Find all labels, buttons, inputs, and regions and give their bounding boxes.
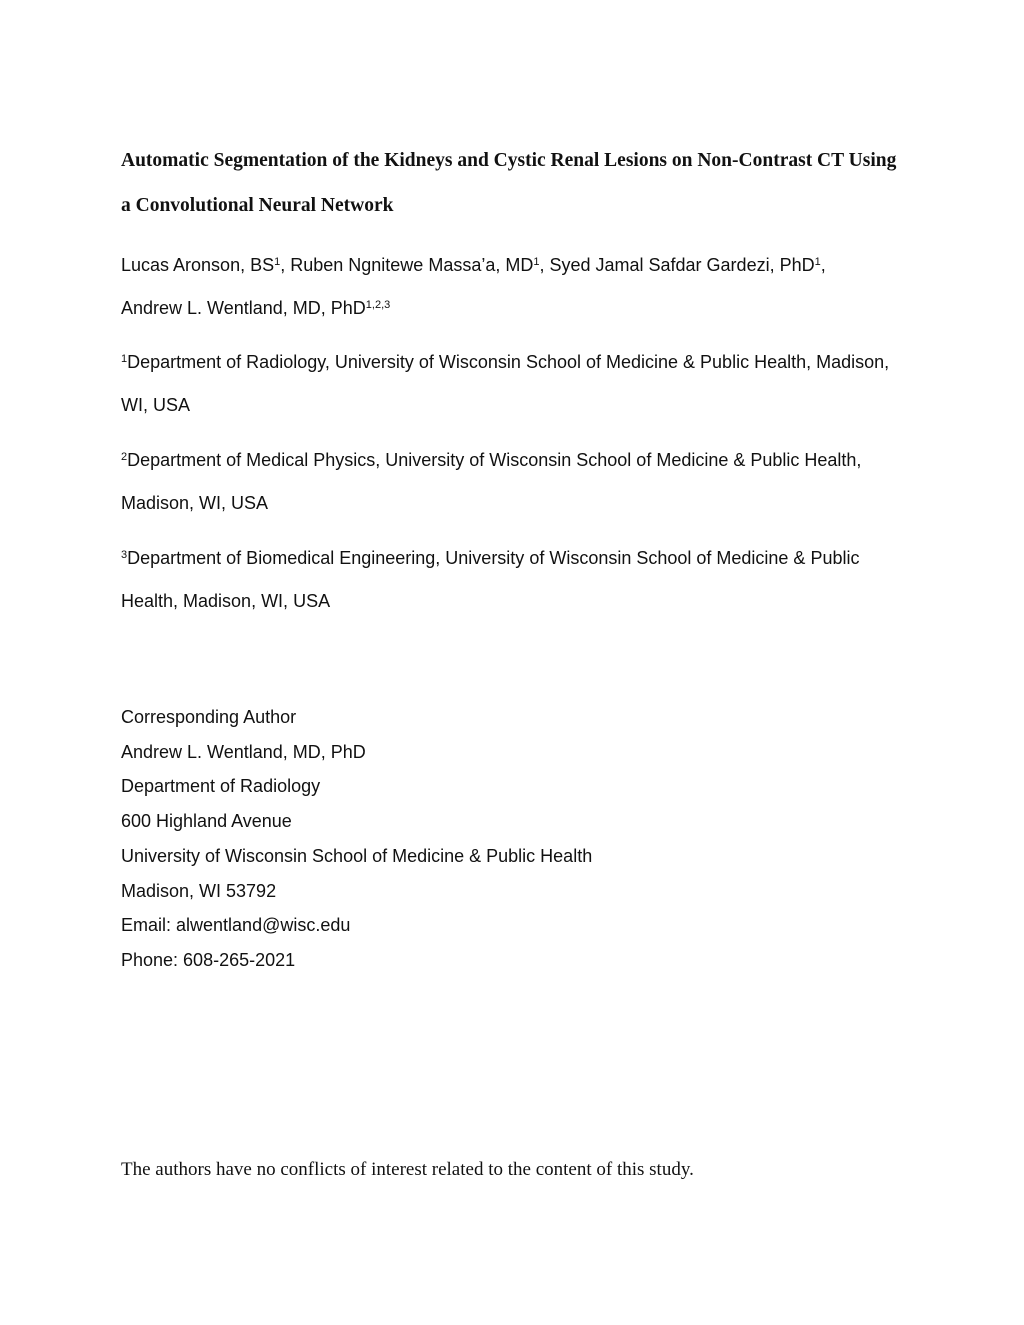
author-list: [121, 244, 961, 330]
corresponding-institution: University of Wisconsin School of Medicine & Public Health: [121, 845, 593, 866]
corresponding-street: 600 Highland Avenue: [121, 811, 292, 832]
author-name: Andrew L. Wentland, MD, PhD: [121, 298, 366, 318]
author-name: , Syed Jamal Safdar Gardezi, PhD: [539, 255, 815, 275]
paper-title: [121, 138, 961, 228]
affiliation-text: Department of Radiology, University of Wisconsin School of Medicine & Public Health, Madison,: [127, 352, 890, 372]
author-separator: ,: [820, 255, 826, 275]
corresponding-phone: Phone: 608-265-2021: [121, 949, 296, 970]
affiliation-number: 1: [121, 353, 128, 365]
author-affiliation-sup: 1,2,3: [365, 299, 391, 311]
affiliation-text: WI, USA: [121, 395, 191, 415]
conflict-of-interest-statement: The authors have no conflicts of interest related to the content of this study.: [121, 1159, 694, 1180]
author-affiliation-sup: 1: [533, 256, 540, 268]
affiliation-number: 3: [121, 549, 128, 561]
affiliation-text: Madison, WI, USA: [121, 493, 269, 513]
author-affiliation-sup: 1: [274, 256, 281, 268]
affiliation-text: Department of Medical Physics, University of Wisconsin School of Medicine & Public Health,: [127, 450, 862, 470]
title-line-1: Automatic Segmentation of the Kidneys and Cystic Renal Lesions on Non-Contrast CT Using: [121, 150, 897, 171]
corresponding-name: Andrew L. Wentland, MD, PhD: [121, 741, 366, 762]
affiliation-2: [121, 439, 961, 525]
title-line-2: a Convolutional Neural Network: [121, 195, 394, 216]
affiliation-number: 2: [121, 451, 128, 463]
corresponding-heading: Corresponding Author: [121, 707, 297, 727]
corresponding-author-block: [121, 700, 821, 978]
corresponding-department: Department of Radiology: [121, 776, 321, 797]
author-affiliation-sup: 1: [814, 256, 821, 268]
corresponding-email: Email: alwentland@wisc.edu: [121, 915, 351, 936]
affiliation-text: Department of Biomedical Engineering, University of Wisconsin School of Medicine & Public: [127, 548, 860, 568]
author-name: Lucas Aronson, BS: [121, 255, 275, 275]
author-line-2: [121, 287, 961, 330]
author-name: , Ruben Ngnitewe Massa’a, MD: [280, 255, 534, 275]
affiliation-1: [121, 341, 961, 427]
corresponding-city: Madison, WI 53792: [121, 880, 277, 901]
affiliation-text: Health, Madison, WI, USA: [121, 591, 331, 611]
affiliation-3: [121, 537, 961, 623]
author-line-1: [121, 244, 961, 287]
